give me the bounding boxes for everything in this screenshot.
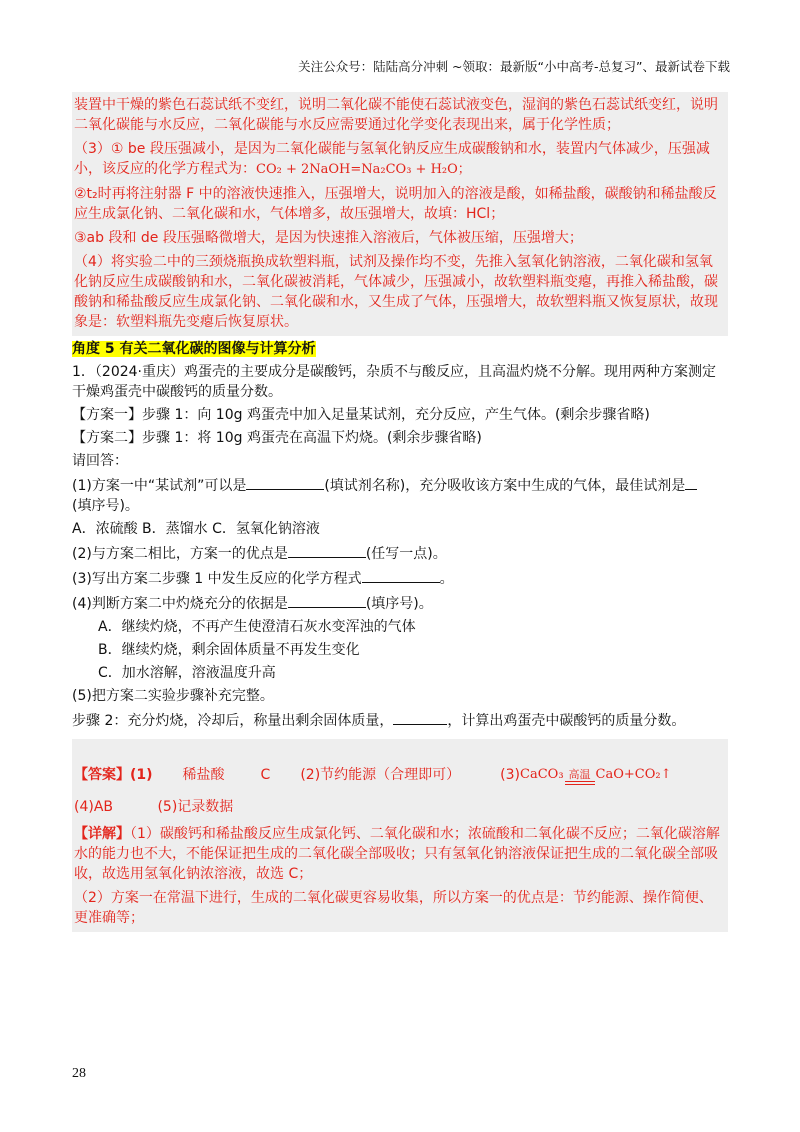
explanation-block: [72, 821, 728, 932]
answer-blank: [246, 474, 324, 490]
explanation-paragraph-2: （2）方案一在常温下进行，生成的二氧化碳更容易收集，所以方案一的优点是：节约能源、操作简便、更准确等；: [74, 890, 713, 926]
answer-3-equation: [520, 765, 671, 785]
previous-answer-block: [72, 92, 728, 336]
plan-two: 【方案二】步骤 1：将 10g 鸡蛋壳在高温下灼烧。(剩余步骤省略): [72, 430, 482, 446]
answer-blank: [393, 709, 447, 725]
answer-3-number: (3): [500, 767, 521, 783]
equation-condition: [565, 769, 595, 785]
answer-row: [72, 739, 728, 787]
prev-paragraph-5: （4）将实验二中的三颈烧瓶换成软塑料瓶，试剂及操作均不变，先推入氢氧化钠溶液，二氧化碳和氢氧化钠反应生成碳酸钠和水，二氧化碳被消耗，气体减少，压强减小，故软塑料瓶变瘪，再推入稀盐酸，碳酸钠和稀盐酸反应生成氯化钠、二氧化碳和水，又生成了气体，压强增大，故软塑料瓶又恢复原状，故现象是：软塑料瓶先变瘪后恢复原状。: [74, 254, 718, 330]
q1-text-a: (1)方案一中“某试剂”可以是: [72, 478, 247, 494]
prev-paragraph-1: 装置中干燥的紫色石蕊试纸不变红，说明二氧化碳不能使石蕊试液变色，湿润的紫色石蕊试纸变红，说明二氧化碳能与水反应，二氧化碳能与水反应需要通过化学变化表现出来，属于化学性质；: [74, 97, 718, 133]
section-heading: [72, 339, 728, 359]
answer-blank: [288, 542, 366, 558]
page-number: 28: [72, 1066, 86, 1081]
q1-text-c: (填序号)。: [72, 498, 139, 514]
explanation-text-1: （1）碳酸钙和稀盐酸反应生成氯化钙、二氧化碳和水；浓硫酸和二氧化碳不反应；二氧化碳溶解水的能力也不大，不能保证把生成的二氧化碳全部吸收；只有氢氧化钠溶液保证把生成的二氧化碳全部吸收，故选用氢氧化钠浓溶液，故选 C；: [74, 826, 720, 882]
q4-option-a: A．继续灼烧，不再产生使澄清石灰水变浑浊的气体: [98, 619, 416, 635]
question-2: [72, 542, 728, 564]
q3-text-a: (3)写出方案二步骤 1 中发生反应的化学方程式: [72, 571, 362, 587]
q1-text-b: (填试剂名称)，充分吸收该方案中生成的气体，最佳试剂是: [324, 478, 686, 494]
answer-1-choice: C: [260, 767, 271, 783]
answer-blank: [288, 592, 366, 608]
explanation-label: 【详解】: [74, 826, 130, 842]
question-5: (5)把方案二实验步骤补充完整。: [72, 688, 274, 704]
question-intro: 1．（2024·重庆）鸡蛋壳的主要成分是碳酸钙，杂质不与酸反应，且高温灼烧不分解。现用两种方案测定干燥鸡蛋壳中碳酸钙的质量分数。: [72, 364, 716, 400]
q4-option-c: C．加水溶解，溶液温度升高: [98, 665, 276, 681]
q4-option-b: B．继续灼烧，剩余固体质量不再发生变化: [98, 642, 360, 658]
question-3: [72, 567, 728, 589]
prev-paragraph-4: ③ab 段和 de 段压强略微增大，是因为快速推入溶液后，气体被压缩，压强增大；: [74, 230, 583, 246]
answer-blank: [685, 474, 697, 490]
page-content: [72, 92, 728, 932]
q3-text-b: 。: [439, 571, 454, 587]
question-1-options: A．浓硫酸 B．蒸馏水 C．氢氧化钠溶液: [72, 521, 320, 537]
equation-right: CaO+CO₂↑: [595, 767, 672, 782]
section-title: 角度 5 有关二氧化碳的图像与计算分析: [72, 341, 316, 357]
equation-equals-sign: [565, 781, 595, 785]
q2-text-b: (任写一点)。: [365, 546, 447, 562]
answer-row-2: [72, 787, 728, 821]
question-4: [72, 592, 728, 614]
page-header: 关注公众号：陆陆高分冲刺 ~领取：最新版“小中高考-总复习”、最新试卷下载: [298, 59, 730, 74]
answer-4: (4)AB: [74, 799, 114, 815]
q4-text-b: (填序号)。: [365, 596, 433, 612]
q2-text-a: (2)与方案二相比，方案一的优点是: [72, 546, 288, 562]
prev-paragraph-2-text: （3）① be 段压强减小，是因为二氧化碳能与氢氧化钠反应生成碳酸钠和水，装置内气体减少，压强减小，该反应的化学方程式为：: [74, 141, 710, 177]
ask-prompt: 请回答：: [72, 453, 128, 469]
q5-step-text-a: 步骤 2：充分灼烧，冷却后，称量出剩余固体质量，: [72, 713, 394, 729]
equation-condition-text: 高温: [568, 768, 591, 781]
answer-1: 稀盐酸: [182, 767, 225, 783]
q5-step-text-b: ，计算出鸡蛋壳中碳酸钙的质量分数。: [447, 713, 686, 729]
chemical-equation-co2-naoh: CO₂ + 2NaOH=Na₂CO₃ + H₂O；: [256, 162, 471, 177]
answer-blank: [362, 567, 440, 583]
question-5-step: [72, 709, 728, 731]
explanation-paragraph-1: [74, 824, 726, 884]
plan-one: 【方案一】步骤 1：向 10g 鸡蛋壳中加入足量某试剂，充分反应，产生气体。(剩余步骤省略): [72, 407, 650, 423]
answer-2: (2)节约能源（合理即可）: [300, 767, 461, 783]
equation-left: CaCO₃: [520, 767, 564, 782]
prev-paragraph-2: [74, 139, 726, 180]
q4-text-a: (4)判断方案二中灼烧充分的依据是: [72, 596, 288, 612]
answer-5: (5)记录数据: [157, 799, 234, 815]
question-1: [72, 474, 728, 516]
answer-label: 【答案】(1): [74, 767, 153, 783]
prev-paragraph-3: ②t₂时再将注射器 F 中的溶液快速推入，压强增大，说明加入的溶液是酸，如稀盐酸，碳酸钠和稀盐酸反应生成氯化钠、二氧化碳和水，气体增多，故压强增大，故填：HCl；: [74, 186, 717, 222]
